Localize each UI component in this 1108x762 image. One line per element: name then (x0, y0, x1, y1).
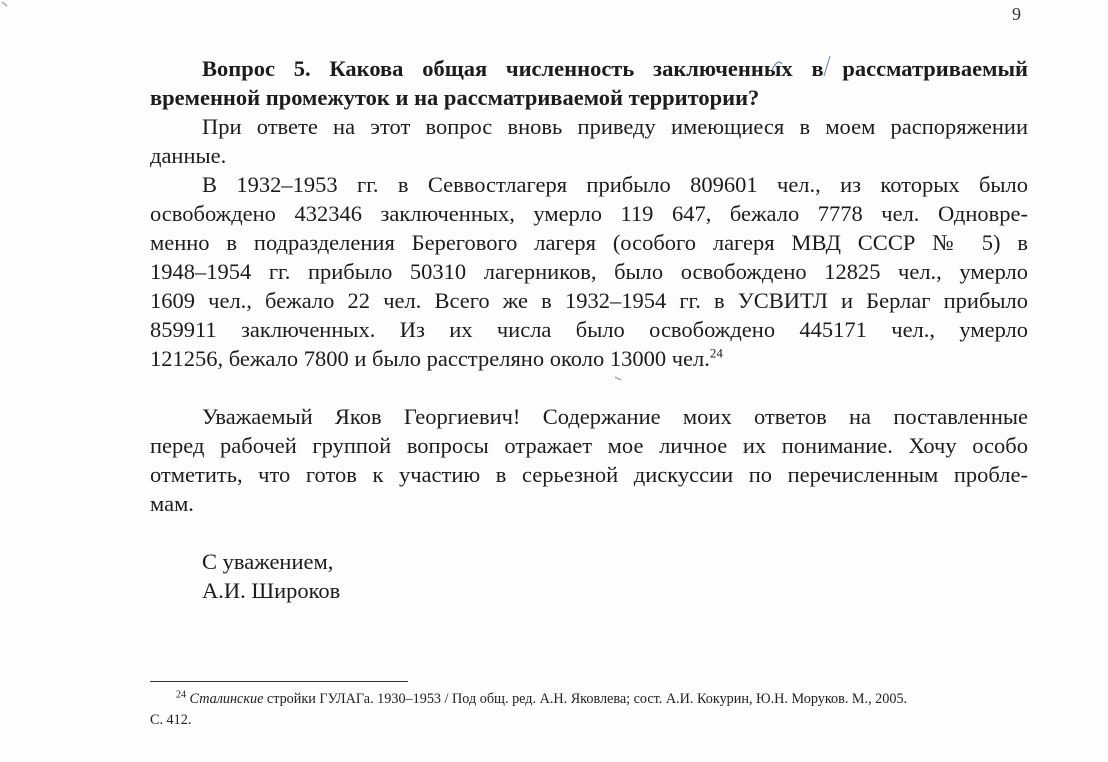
data-paragraph-line-5: 1609 чел., бежало 22 чел. Всего же в 1932–1954 гг. в УСВИТЛ и Берлаг прибыло (150, 288, 1028, 313)
data-paragraph-line-1: В 1932–1953 гг. в Севвостлагеря прибыло 809601 чел., из которых было (202, 172, 1028, 197)
closing-line-1: Уважаемый Яков Георгиевич! Содержание моих ответов на поставленные (202, 404, 1028, 429)
closing-line-2: перед рабочей группой вопросы отражает мое личное их понимание. Хочу особо (150, 433, 1028, 458)
footnote (150, 689, 1028, 731)
data-paragraph-line-7-text: 121256, бежало 7800 и было расстреляно около 13000 чел. (150, 346, 710, 371)
intro-line-2: данные. (150, 143, 227, 168)
data-paragraph-line-2: освобождено 432346 заключенных, умерло 119 647, бежало 7778 чел. Одновре- (150, 201, 1028, 226)
footnote-italic-title: Сталинские (189, 691, 264, 707)
closing-line-4: мам. (150, 491, 194, 516)
footnote-line-1 (150, 689, 1028, 710)
footnote-reference: 24 (709, 345, 723, 361)
data-paragraph-line-6: 859911 заключенных. Из их числа было освобождено 445171 чел., умерло (150, 317, 1028, 342)
signature-name: А.И. Широков (202, 578, 341, 603)
corner-scan-mark (0, 0, 12, 12)
data-paragraph-line-3: менно в подразделения Берегового лагеря (особого лагеря МВД СССР № 5) в (150, 230, 1028, 255)
data-paragraph-line-4: 1948–1954 гг. прибыло 50310 лагерников, было освобождено 12825 чел., умерло (150, 259, 1028, 284)
footnote-line-2: С. 412. (150, 712, 192, 728)
intro-line-1: При ответе на этот вопрос вновь приведу имеющиеся в моем распоряжении (202, 114, 1028, 139)
footnote-separator (150, 681, 408, 682)
footnote-citation: стройки ГУЛАГа. 1930–1953 / Под общ. ред. А.Н. Яковлева; сост. А.И. Кокурин, Ю.Н. Моруков. М., 2005. (263, 691, 908, 707)
data-paragraph-line-7 (150, 344, 1028, 373)
question-heading-line-2: временной промежуток и на рассматриваемой территории? (150, 85, 760, 110)
footnote-number: 24 (176, 689, 186, 701)
signature-greeting: С уважением, (202, 549, 334, 574)
question-heading-line-1: Вопрос 5. Какова общая численность заключенных в рассматриваемый (202, 56, 1028, 81)
signature-spacer (150, 518, 1028, 547)
page-number: 9 (1012, 4, 1021, 24)
document-body (150, 54, 1028, 605)
paragraph-spacer (150, 373, 1028, 402)
closing-line-3: отметить, что готов к участию в серьезной дискуссии по перечисленным пробле- (150, 462, 1028, 487)
